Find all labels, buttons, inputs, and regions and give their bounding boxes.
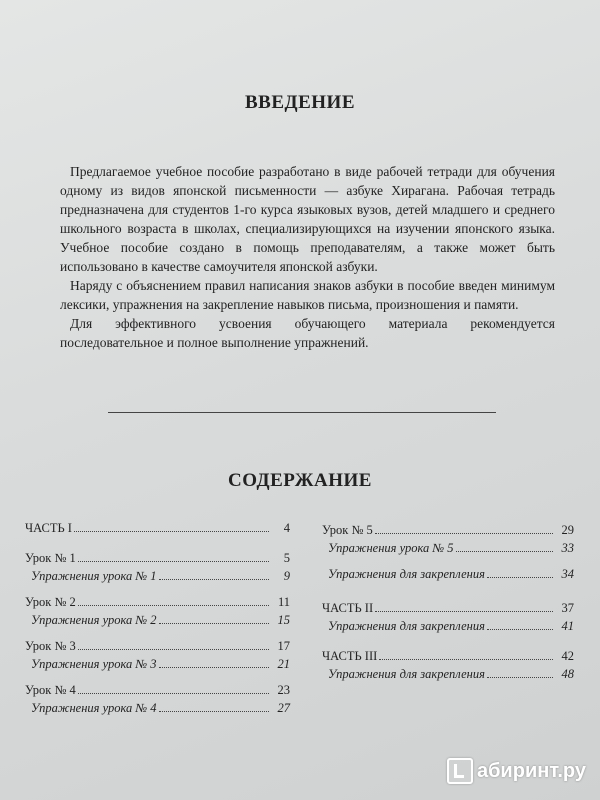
toc-entry [322, 616, 574, 634]
toc-entry [322, 564, 574, 582]
toc-entry-page: 33 [561, 541, 574, 555]
toc-entry-page: 15 [277, 613, 290, 627]
toc-leader-dots [159, 710, 269, 712]
watermark [447, 758, 586, 784]
toc-entry-label: ЧАСТЬ II [322, 601, 374, 615]
toc-entry-page: 9 [283, 569, 290, 583]
toc-entry-page: 27 [277, 701, 290, 715]
toc-entry-label: Упражнения для закрепления [328, 567, 485, 581]
toc-heading: СОДЕРЖАНИЕ [228, 470, 372, 491]
toc-leader-dots [78, 648, 269, 650]
toc-entry-page: 5 [283, 551, 290, 565]
toc-leader-dots [78, 692, 269, 694]
toc-leader-dots [159, 666, 269, 668]
toc-entry-label: ЧАСТЬ I [25, 521, 72, 535]
toc-leader-dots [78, 560, 269, 562]
toc-leader-dots [379, 658, 553, 660]
toc-leader-dots [159, 622, 269, 624]
toc-entry-page: 11 [277, 595, 290, 609]
intro-paragraph-1: Предлагаемое учебное пособие разработано в виде рабочей тетради для обучения одному из видов японской письменности — азбуке Хирагана. Рабочая тетрадь предназначена для студентов 1-го курса языковых вузов, детей младшего и среднего школьного возраста в школах, специализирующихся на изучении японского языка. Учебное пособие создано в помощь преподавателям, а также может быть использовано в качестве самоучителя японской азбуки. [60, 164, 555, 274]
toc-entry-page: 48 [561, 667, 574, 681]
toc-entry-page: 17 [277, 639, 290, 653]
toc-leader-dots [487, 576, 553, 578]
toc-entry-label: Упражнения урока № 3 [31, 657, 157, 671]
intro-paragraph-3: Для эффективного усвоения обучающего материала рекомендуется последовательное и полное выполнение упражнений. [60, 316, 555, 350]
toc-entry [25, 680, 290, 698]
toc-entry-page: 21 [277, 657, 290, 671]
toc-entry-page: 4 [283, 521, 290, 535]
toc-leader-dots [74, 530, 269, 532]
section-divider [108, 412, 496, 413]
toc-entry [25, 518, 290, 536]
toc-entry-label: ЧАСТЬ III [322, 649, 378, 663]
watermark-text: абиринт.ру [476, 759, 586, 782]
toc-entry [25, 698, 290, 716]
toc-entry-page: 34 [561, 567, 574, 581]
toc-entry-label: Упражнения урока № 4 [31, 701, 157, 715]
toc-entry [322, 520, 574, 538]
toc-entry [25, 610, 290, 628]
toc-entry-page: 41 [561, 619, 574, 633]
toc-entry-label: Упражнения урока № 5 [328, 541, 454, 555]
toc-entry-label: Упражнения урока № 2 [31, 613, 157, 627]
labirint-logo-icon [447, 758, 473, 784]
toc-entry [25, 566, 290, 584]
toc-leader-dots [487, 676, 553, 678]
toc-entry-label: Упражнения для закрепления [328, 667, 485, 681]
toc-entry [322, 664, 574, 682]
toc-entry-label: Урок № 2 [25, 595, 76, 609]
toc-entry-label: Упражнения для закрепления [328, 619, 485, 633]
toc-entry [25, 592, 290, 610]
toc-entry-page: 29 [561, 523, 574, 537]
toc-entry [25, 636, 290, 654]
toc-leader-dots [159, 578, 269, 580]
toc-entry [25, 654, 290, 672]
toc-leader-dots [487, 628, 553, 630]
toc-entry-label: Урок № 4 [25, 683, 76, 697]
toc-entry [322, 598, 574, 616]
toc-entry [322, 646, 574, 664]
intro-text [60, 162, 555, 352]
toc-entry [25, 548, 290, 566]
intro-heading: ВВЕДЕНИЕ [245, 92, 355, 113]
intro-paragraph-2: Наряду с объяснением правил написания знаков азбуки в пособие введен минимум лексики, упражнения на закрепление навыков письма, произношения и памяти. [60, 278, 555, 312]
toc-entry-page: 37 [561, 601, 574, 615]
toc-entry [322, 538, 574, 556]
toc-entry-page: 42 [561, 649, 574, 663]
toc-leader-dots [78, 604, 269, 606]
toc-leader-dots [375, 610, 553, 612]
toc-leader-dots [456, 550, 553, 552]
toc-entry-label: Урок № 1 [25, 551, 76, 565]
toc-entry-page: 23 [277, 683, 290, 697]
toc-leader-dots [375, 532, 553, 534]
toc-entry-label: Урок № 3 [25, 639, 76, 653]
toc-entry-label: Упражнения урока № 1 [31, 569, 157, 583]
toc-entry-label: Урок № 5 [322, 523, 373, 537]
